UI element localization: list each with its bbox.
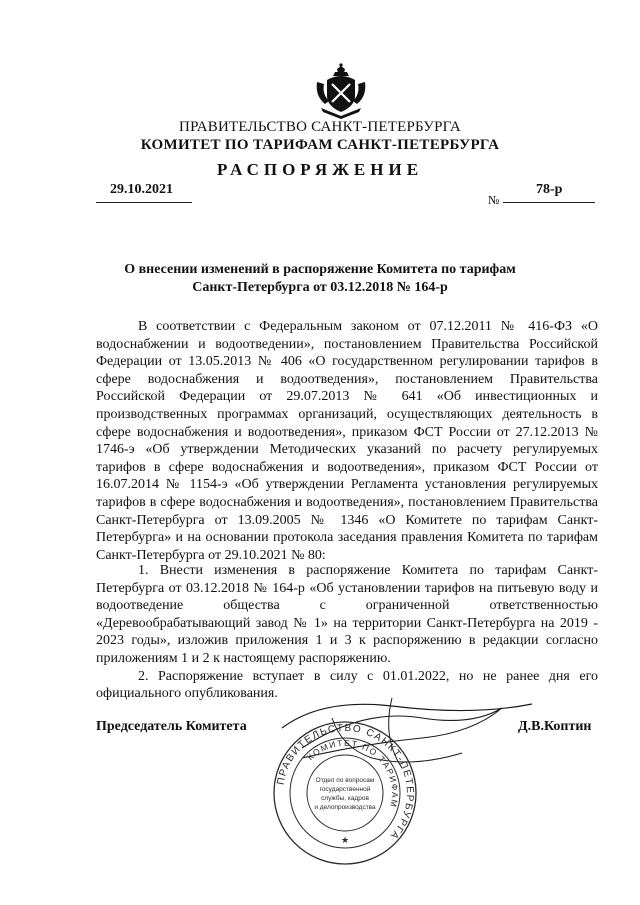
official-stamp [270,718,420,868]
clause-2: 2. Распоряжение вступает в силу с 01.01.2022, но не ранее дня его официального опубликования. [96,668,598,702]
stamp-star-icon: ★ [340,835,350,845]
signer-name: Д.В.Коптин [518,719,592,734]
clauses [96,562,598,703]
coat-of-arms-icon [313,62,369,122]
document-type: РАСПОРЯЖЕНИЕ [216,160,424,179]
stamp-outer-text: ПРАВИТЕЛЬСТВО САНКТ-ПЕТЕРБУРГА [275,722,416,842]
number-underline [503,202,595,203]
government-title: ПРАВИТЕЛЬСТВО САНКТ-ПЕТЕРБУРГА [179,119,461,135]
signer-title: Председатель Комитета [96,719,247,734]
preamble-paragraph: В соответствии с Федеральным законом от 07.12.2011 № 416-ФЗ «О водоснабжении и водоотведении», постановлением Правительства Российской Федерации от 13.05.2013 № 406 «О государственном регулировании тарифов в сфере водоснабжения и водоотведения», постановлением Правительства Российской Федерации от 29.07.2013 № 641 «Об инвестиционных и производственных программах организаций, осуществляющих деятельность в сфере водоснабжения и водоотведения», приказом ФСТ России от 27.12.2013 № 1746-э «Об утверждении Методических указаний по расчету регулируемых тарифов в сфере водоснабжения и водоотведения», приказом ФСТ России от 16.07.2014 № 1154-э «Об утверждении Регламента установления регулируемых тарифов в сфере водоснабжения и водоотведения», постановлением Правительства Санкт-Петербурга от 13.09.2005 № 1346 «О Комитете по тарифам Санкт-Петербурга» и на основании протокола заседания правления Комитета по тарифам Санкт-Петербурга от 29.10.2021 № 80: [96,319,598,563]
stamp-inner-text: КОМИТЕТ ПО ТАРИФАМ [305,737,401,810]
stamp-center-line-1: Отдел по вопросам [315,777,375,784]
number-sign: № [488,193,500,207]
stamp-center-line-4: и делопроизводства [314,804,376,811]
committee-title: КОМИТЕТ ПО ТАРИФАМ САНКТ-ПЕТЕРБУРГА [140,137,500,153]
date-underline [96,202,192,203]
document-subject [0,261,640,297]
clause-1: 1. Внести изменения в распоряжение Комитета по тарифам Санкт-Петербурга от 03.12.2018 № 164-р «Об установлении тарифов на питьевую воду и водоотведение общества с ограниченной ответственностью «Деревообрабатывающий завод № 1» на территории Санкт-Петербурга на 2019 - 2023 годы», изложив приложения 1 и 3 к распоряжению в редакции согласно приложениям 1 и 2 к настоящему распоряжению. [96,563,598,666]
document-date: 29.10.2021 [110,182,173,197]
subject-line-2: Санкт-Петербурга от 03.12.2018 № 164-р [192,280,448,295]
stamp-center-line-3: службы, кадров [321,795,369,802]
subject-line-1: О внесении изменений в распоряжение Комитета по тарифам [124,262,516,277]
stamp-center-line-2: государственной [319,786,371,793]
document-number: 78-р [536,182,563,197]
